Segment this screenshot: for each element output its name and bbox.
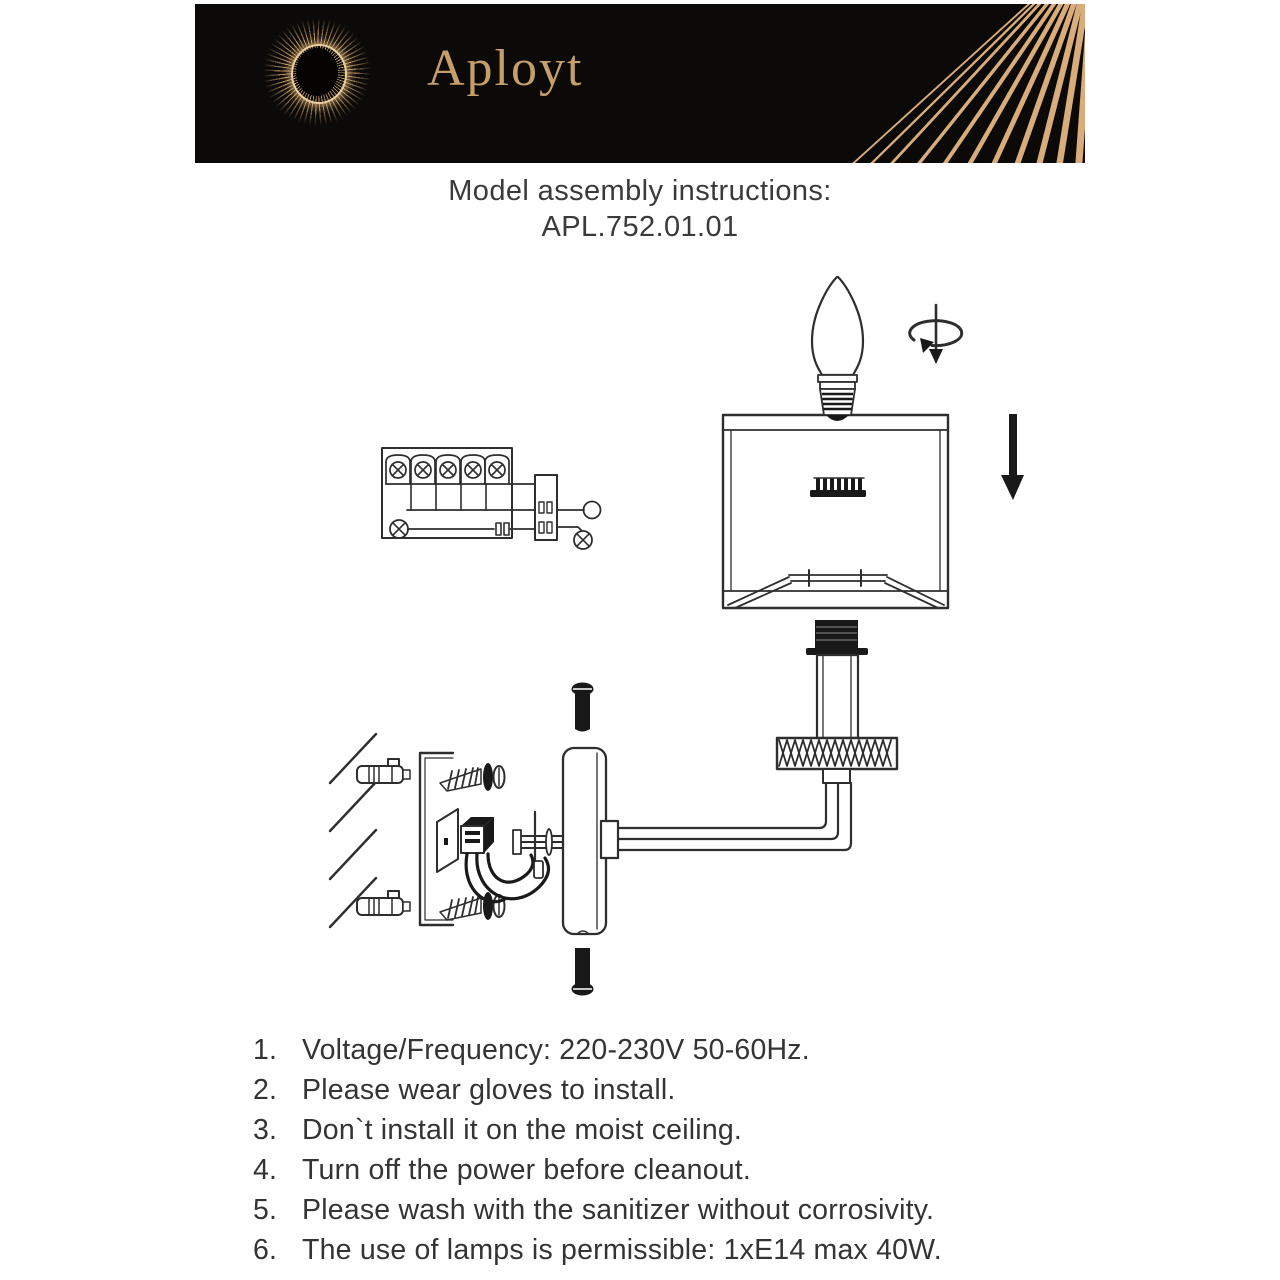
instruction-item xyxy=(253,1150,1053,1190)
item-number: 4. xyxy=(253,1154,278,1186)
rotate-arrow-icon xyxy=(910,305,962,364)
item-text: Please wear gloves to install. xyxy=(302,1074,676,1106)
item-number: 6. xyxy=(253,1234,278,1266)
item-text: Please wash with the sanitizer without corrosivity. xyxy=(302,1194,935,1226)
item-number: 2. xyxy=(253,1074,278,1106)
wall-anchor-bottom xyxy=(357,891,410,915)
page-title: Model assembly instructions: xyxy=(448,175,832,207)
wall-arm xyxy=(618,783,851,850)
wall-anchor-top xyxy=(357,759,410,783)
item-text: Voltage/Frequency: 220-230V 50-60Hz. xyxy=(302,1034,810,1066)
shade-clip-comb-icon xyxy=(810,478,866,497)
light-bulb xyxy=(812,277,863,421)
instruction-list xyxy=(253,1030,1053,1270)
wiring-schematic xyxy=(382,448,601,549)
instruction-item xyxy=(253,1070,1053,1110)
model-number: APL.752.01.01 xyxy=(541,211,739,243)
instruction-item xyxy=(253,1030,1053,1070)
crystal-collar xyxy=(777,738,897,769)
backplate xyxy=(563,748,606,934)
mounting-bolt-bottom xyxy=(572,948,594,996)
lampshade xyxy=(723,415,948,608)
instruction-item xyxy=(253,1190,1053,1230)
item-number: 3. xyxy=(253,1114,278,1146)
item-text: Turn off the power before cleanout. xyxy=(302,1154,752,1186)
wiring-harness xyxy=(437,809,563,902)
item-text: The use of lamps is permissible: 1xE14 max 40W. xyxy=(302,1234,942,1266)
brand-name: Aployt xyxy=(427,40,584,97)
socket-cap xyxy=(815,620,858,648)
mounting-bolt-top xyxy=(572,683,594,732)
down-arrow-icon xyxy=(1001,414,1024,500)
instruction-item xyxy=(253,1230,1053,1270)
item-text: Don`t install it on the moist ceiling. xyxy=(302,1114,743,1146)
instruction-item xyxy=(253,1110,1053,1150)
item-number: 1. xyxy=(253,1034,278,1066)
mounting-screw-top xyxy=(440,763,505,791)
arm-connector xyxy=(601,821,618,858)
socket-assembly xyxy=(777,620,897,783)
mounting-screw-bottom xyxy=(440,892,505,920)
item-number: 5. xyxy=(253,1194,278,1226)
